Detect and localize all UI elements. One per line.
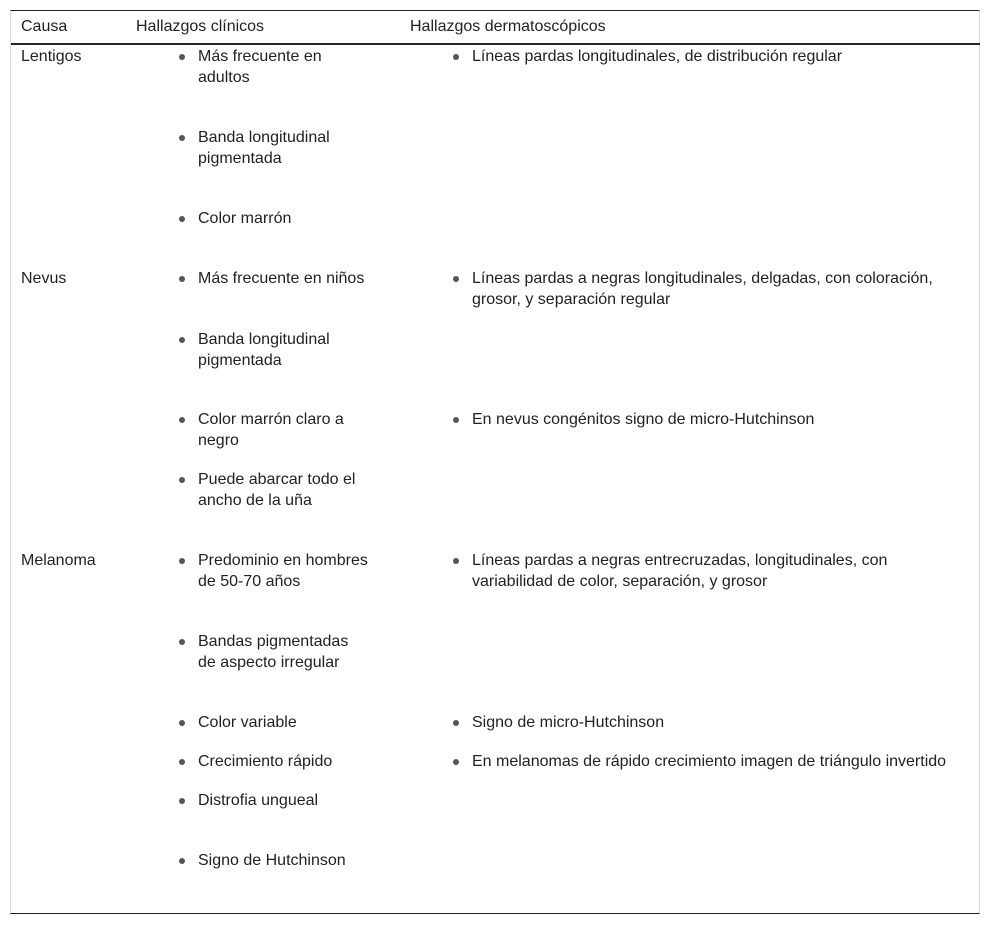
clinical-finding-item: negro [198, 432, 239, 449]
clinical-finding-item: Puede abarcar todo el [198, 471, 356, 488]
table-frame [10, 10, 980, 914]
dermoscopic-finding-item: grosor, y separación regular [472, 291, 671, 308]
clinical-finding-item: pigmentada [198, 150, 282, 167]
clinical-finding-item: Predominio en hombres [198, 552, 368, 569]
bullet-icon [453, 759, 459, 765]
dermoscopic-finding-item: En nevus congénitos signo de micro-Hutchinson [472, 411, 815, 428]
bullet-icon [179, 558, 185, 564]
causa-cell: Melanoma [21, 552, 96, 569]
dermoscopic-finding-item: En melanomas de rápido crecimiento imagen de triángulo invertido [472, 753, 947, 770]
bullet-icon [453, 54, 459, 60]
bullet-icon [453, 276, 459, 282]
clinical-finding-item: Signo de Hutchinson [198, 852, 346, 869]
bullet-icon [179, 639, 185, 645]
dermoscopic-finding-item: Líneas pardas a negras longitudinales, delgadas, con coloración, [472, 270, 933, 287]
bullet-icon [453, 720, 459, 726]
header-causa: Causa [21, 18, 68, 35]
clinical-finding-item: Distrofia ungueal [198, 792, 319, 809]
clinical-finding-item: Más frecuente en [198, 48, 322, 65]
bullet-icon [179, 477, 185, 483]
bullet-icon [179, 720, 185, 726]
clinical-finding-item: pigmentada [198, 352, 282, 369]
clinical-finding-item: adultos [198, 69, 250, 86]
bullet-icon [453, 417, 459, 423]
bullet-icon [179, 417, 185, 423]
bullet-icon [179, 759, 185, 765]
bullet-icon [179, 276, 185, 282]
bullet-icon [179, 216, 185, 222]
dermoscopic-finding-item: Líneas pardas longitudinales, de distribución regular [472, 48, 843, 65]
clinical-finding-item: ancho de la uña [198, 492, 312, 509]
clinical-finding-item: de aspecto irregular [198, 654, 340, 671]
bullet-icon [179, 337, 185, 343]
dermoscopic-finding-item: Signo de micro-Hutchinson [472, 714, 665, 731]
bullet-icon [179, 858, 185, 864]
dermoscopic-finding-item: variabilidad de color, separación, y grosor [472, 573, 768, 590]
clinical-finding-item: Más frecuente en niños [198, 270, 365, 287]
bullet-icon [179, 54, 185, 60]
dermoscopic-finding-item: Líneas pardas a negras entrecruzadas, longitudinales, con [472, 552, 888, 569]
header-hallazgos-clinicos: Hallazgos clínicos [136, 18, 265, 35]
causa-cell: Nevus [21, 270, 67, 287]
clinical-finding-item: Color marrón [198, 210, 292, 227]
header-hallazgos-dermatoscopicos: Hallazgos dermatoscópicos [410, 18, 606, 35]
clinical-finding-item: Banda longitudinal [198, 331, 330, 348]
clinical-finding-item: Color marrón claro a [198, 411, 344, 428]
clinical-finding-item: Color variable [198, 714, 297, 731]
clinical-finding-item: Banda longitudinal [198, 129, 330, 146]
causa-cell: Lentigos [21, 48, 82, 65]
clinical-finding-item: de 50-70 años [198, 573, 301, 590]
bullet-icon [453, 558, 459, 564]
clinical-finding-item: Crecimiento rápido [198, 753, 333, 770]
bullet-icon [179, 135, 185, 141]
clinical-finding-item: Bandas pigmentadas [198, 633, 349, 650]
bullet-icon [179, 798, 185, 804]
